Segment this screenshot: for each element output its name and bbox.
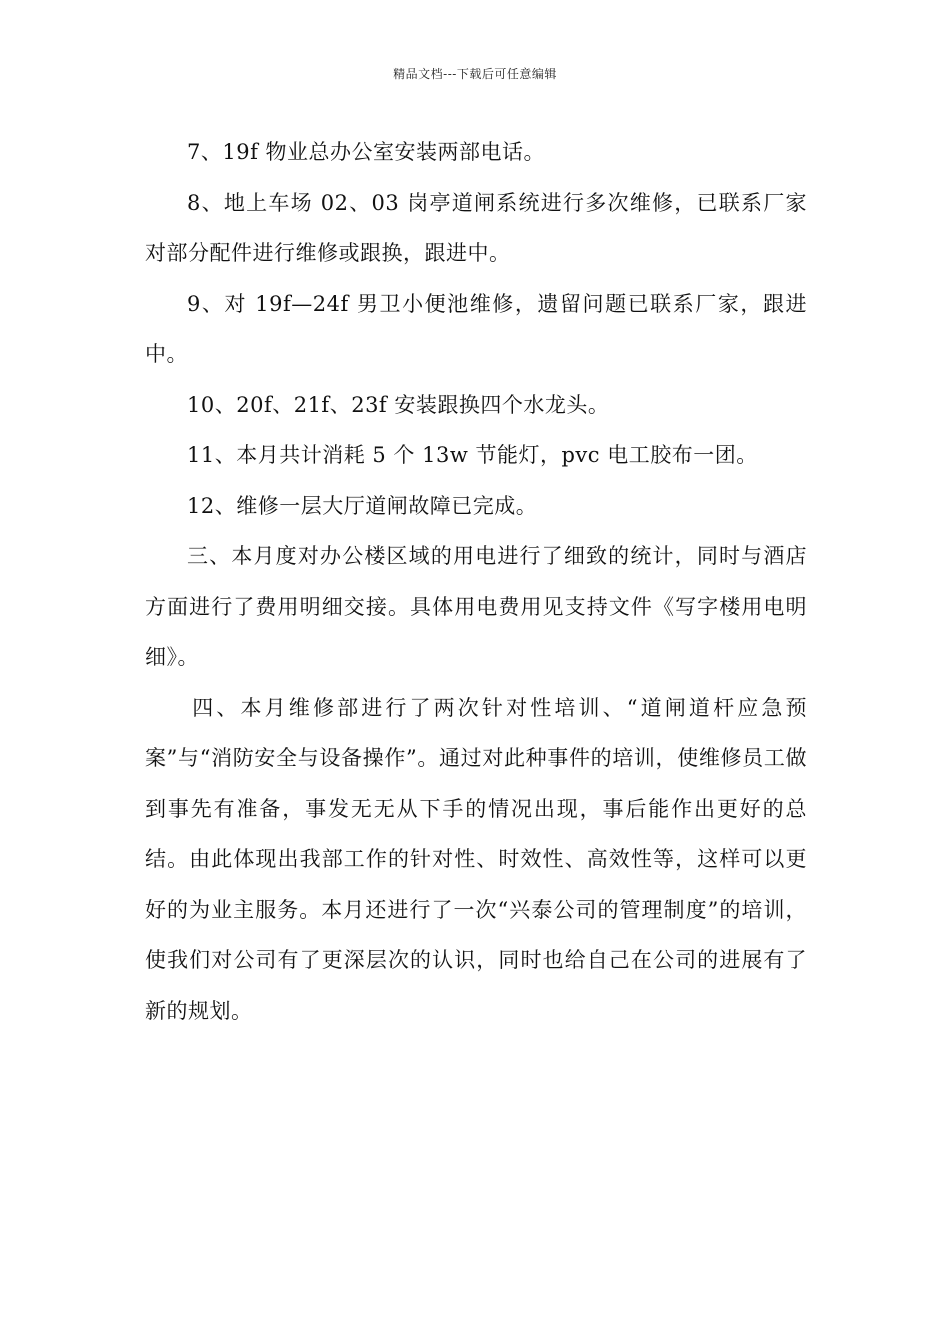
paragraph-item-9: 9、对 19f—24f 男卫小便池维修，遗留问题已联系厂家，跟进中。 xyxy=(145,291,807,366)
page-header: 精品文档---下载后可任意编辑 xyxy=(393,67,557,81)
paragraph-item-12: 12、维修一层大厅道闸故障已完成。 xyxy=(187,493,538,518)
paragraph-item-10: 10、20f、21f、23f 安装跟换四个水龙头。 xyxy=(187,392,610,417)
paragraph-section-4: 四、本月维修部进行了两次针对性培训、“道闸道杆应急预案”与“消防安全与设备操作”。通过对此种事件的培训，使维修员工做到事先有准备，事发无无从下手的情况出现，事后能作出更好的总结。由此体现出我部工作的针对性、时效性、高效性等，这样可以更好的为业主服务。本月还进行了一次“兴泰公司的管理制度”的培训，使我们对公司有了更深层次的认识，同时也给自己在公司的进展有了新的规划。 xyxy=(145,695,807,1023)
paragraph-section-3: 三、本月度对办公楼区域的用电进行了细致的统计，同时与酒店方面进行了费用明细交接。具体用电费用见支持文件《写字楼用电明细》。 xyxy=(145,544,807,669)
paragraph-item-7: 7、19f 物业总办公室安装两部电话。 xyxy=(187,140,546,164)
paragraph-item-8: 8、地上车场 02、03 岗亭道闸系统进行多次维修，已联系厂家对部分配件进行维修或跟换，跟进中。 xyxy=(145,190,807,265)
document-body xyxy=(145,127,807,1036)
paragraph-item-11: 11、本月共计消耗 5 个 13w 节能灯，pvc 电工胶布一团。 xyxy=(187,443,758,467)
